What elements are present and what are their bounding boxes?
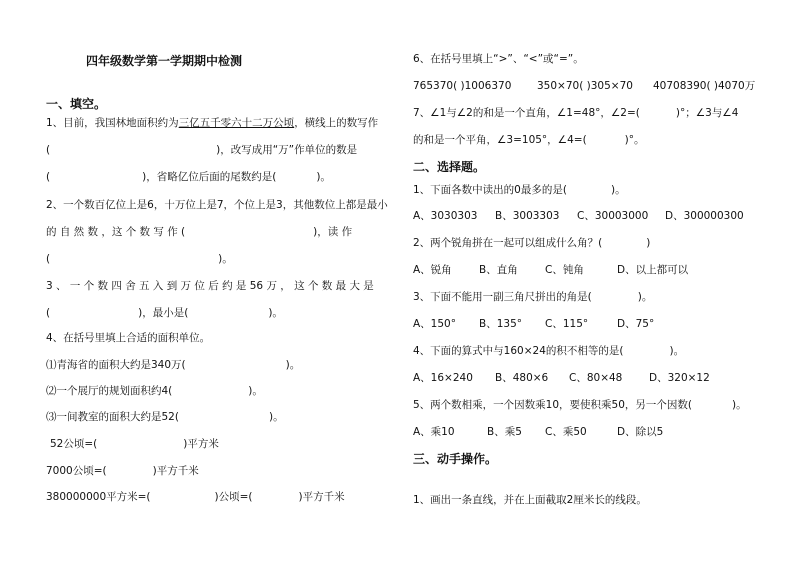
paren-open: ( [46, 171, 51, 183]
option-d[interactable]: D、320×12 [649, 372, 710, 384]
choice-5-options [413, 425, 663, 439]
question-4: 4、在括号里填上合适的面积单位。 [46, 332, 211, 344]
q1-text-post: ，横线上的数写作 [294, 117, 379, 129]
page-title: 四年级数学第一学期期中检测 [86, 54, 243, 68]
choice-5-stem: 5、两个数相乘，一个因数乘10，要使积乘50，另一个因数( [413, 399, 692, 411]
option-d[interactable]: D、除以5 [617, 426, 664, 438]
conversion-2 [46, 464, 199, 478]
paren-close: )。 [637, 291, 653, 303]
choice-4-options [413, 371, 710, 385]
q7-line2-text: 的和是一个平角，∠3=105°，∠4=( [413, 134, 587, 146]
question-1-line-3 [46, 170, 331, 184]
q7-line2-post: )°。 [624, 134, 645, 146]
conv1-text: 52公顷=( [50, 438, 98, 450]
section-multiple-choice: 二、选择题。 [413, 160, 486, 174]
q4-2-text: ⑵一个展厅的规划面积约4( [46, 385, 173, 397]
option-c[interactable]: C、30003000 [577, 210, 649, 222]
question-7-line-1 [413, 106, 738, 120]
choice-5 [413, 398, 747, 412]
conv3-text: 380000000平方米=( [46, 491, 151, 503]
question-4-2 [46, 384, 263, 398]
paren-close: )。 [285, 359, 301, 371]
option-a[interactable]: A、16×240 [413, 372, 473, 384]
question-2-line-1: 2、一个数百亿位上是6，十万位上是7，个位上是3，其他数位上都是最小 [46, 199, 388, 211]
q1-text: 1、目前，我国林地面积约为 [46, 117, 179, 129]
q4-3-text: ⑶一间教室的面积大约是52( [46, 411, 179, 423]
paren-close: )。 [316, 171, 331, 183]
choice-1 [413, 183, 626, 197]
option-b[interactable]: B、3003303 [495, 210, 560, 222]
choice-4 [413, 344, 684, 358]
question-1-line-1 [46, 116, 378, 130]
choice-3 [413, 290, 652, 304]
compare-item: 350×70( )305×70 [537, 80, 633, 92]
question-4-1 [46, 358, 300, 372]
q7-text: 7、∠1与∠2的和是一个直角，∠1=48°，∠2=( [413, 107, 640, 119]
option-d[interactable]: D、以上都可以 [617, 264, 689, 276]
paren-close: )。 [268, 411, 284, 423]
option-c[interactable]: C、80×48 [569, 372, 623, 384]
q1-underlined-number: 三亿五千零六十二万公顷 [178, 117, 295, 129]
question-4-3 [46, 410, 284, 424]
section-fill-blank: 一、填空。 [46, 97, 107, 111]
compare-item: 40708390( )4070万 [653, 80, 756, 92]
option-b[interactable]: B、直角 [479, 264, 518, 276]
option-d[interactable]: D、75° [617, 318, 655, 330]
q1-line2-text: )，改写成用“万”作单位的数是 [216, 144, 358, 156]
option-b[interactable]: B、135° [479, 318, 522, 330]
paren-open: ( [46, 253, 51, 265]
paren-close: )。 [669, 345, 685, 357]
choice-4-stem: 4、下面的算式中与160×24的积不相等的是( [413, 345, 624, 357]
paren-open: ( [46, 144, 51, 156]
question-1-line-2 [46, 143, 357, 157]
question-3-line-2 [46, 306, 283, 320]
choice-1-stem: 1、下面各数中读出的0最多的是( [413, 184, 567, 196]
option-b[interactable]: B、乘5 [487, 426, 522, 438]
option-c[interactable]: C、115° [545, 318, 589, 330]
option-a[interactable]: A、乘10 [413, 426, 455, 438]
option-c[interactable]: C、钝角 [545, 264, 584, 276]
option-d[interactable]: D、300000300 [665, 210, 744, 222]
question-2-line-2 [46, 225, 352, 239]
section-hands-on: 三、动手操作。 [413, 452, 498, 466]
q2-text: 的 自 然 数 ，这 个 数 写 作 ( [46, 226, 186, 238]
conv3-unit: )平方千米 [298, 491, 345, 503]
paren-close: )。 [268, 307, 283, 319]
conversion-1 [50, 437, 219, 451]
choice-2 [413, 236, 650, 250]
choice-2-options [413, 263, 688, 277]
q7-text-post: )°；∠3与∠4 [675, 107, 739, 119]
conv2-unit: )平方千米 [152, 465, 199, 477]
paren-close: )。 [248, 385, 263, 397]
question-6: 6、在括号里填上“>”、“<”或“=”。 [413, 53, 584, 65]
conv2-text: 7000公顷=( [46, 465, 107, 477]
option-c[interactable]: C、乘50 [545, 426, 587, 438]
paren-close: ) [646, 237, 651, 249]
compare-item: 765370( )1006370 [413, 80, 512, 92]
q2-text-post: )，读 作 [313, 226, 353, 238]
q4-1-text: ⑴青海省的面积大约是340万( [46, 359, 186, 371]
option-b[interactable]: B、480×6 [495, 372, 549, 384]
paren-open: ( [46, 307, 51, 319]
question-7-line-2 [413, 133, 645, 147]
question-2-line-3 [46, 252, 233, 266]
paren-close: )。 [610, 184, 626, 196]
choice-2-stem: 2、两个锐角拼在一起可以组成什么角？( [413, 237, 603, 249]
q3-text-mid: )，最小是( [138, 307, 189, 319]
paren-close: )。 [732, 399, 747, 411]
conv3-mid: )公顷=( [214, 491, 253, 503]
hands-on-1: 1、画出一条直线，并在上面截取2厘米长的线段。 [413, 494, 647, 506]
choice-3-options [413, 317, 654, 331]
option-a[interactable]: A、3030303 [413, 210, 478, 222]
choice-1-options [413, 209, 744, 223]
choice-3-stem: 3、下面不能用一副三角尺拼出的角是( [413, 291, 592, 303]
option-a[interactable]: A、锐角 [413, 264, 452, 276]
option-a[interactable]: A、150° [413, 318, 456, 330]
q1-line3-text: )，省略亿位后面的尾数约是( [142, 171, 277, 183]
paren-close: )。 [218, 253, 233, 265]
question-6-items [413, 79, 755, 93]
conv1-unit: )平方米 [183, 438, 219, 450]
conversion-3 [46, 490, 345, 504]
question-3-line-1: 3 、 一 个 数 四 舍 五 入 到 万 位 后 约 是 56 万 ， 这 个 数 最 大 是 [46, 280, 374, 292]
